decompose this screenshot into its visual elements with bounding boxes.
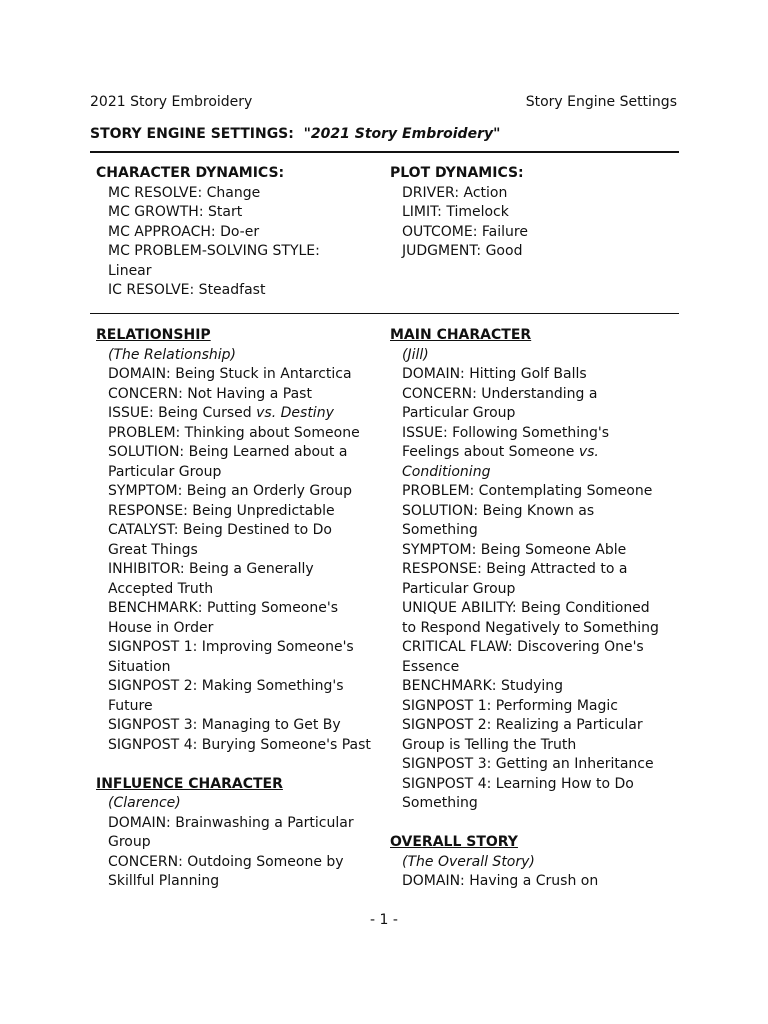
relationship-line: Future [108,697,153,714]
title-name: "2021 Story Embroidery" [303,126,501,142]
relationship-line: Great Things [108,541,198,558]
dynamics-line: MC RESOLVE: Change [108,184,261,201]
header-right: Story Engine Settings [525,94,677,110]
main-character-line: UNIQUE ABILITY: Being Conditioned [402,600,650,616]
character-dynamics-section [96,164,386,301]
dynamics-line: MC GROWTH: Start [108,204,243,220]
main-character-line: SIGNPOST 3: Getting an Inheritance [402,756,654,772]
dynamics-line: LIMIT: Timelock [402,204,509,220]
issue-vs: vs. [574,444,599,460]
relationship-line: INHIBITOR: Being a Generally [108,561,314,577]
plot-dynamics-section [390,164,680,262]
relationship-line: SYMPTOM: Being an Orderly Group [108,483,353,499]
dynamics-line: DRIVER: Action [402,184,508,201]
relationship-line: SIGNPOST 2: Making Something's [108,678,344,694]
main-character-line: SIGNPOST 4: Learning How to Do [402,775,634,792]
overall-story-heading: OVERALL STORY [390,834,518,850]
right-column [390,326,680,892]
relationship-line: Particular Group [108,463,222,480]
main-character-line: SYMPTOM: Being Someone Able [402,541,627,558]
influence-character-subtitle: (Clarence) [108,795,181,811]
main-character-subtitle: (Jill) [402,346,429,363]
main-character-line: Particular Group [402,580,516,597]
relationship-line: RESPONSE: Being Unpredictable [108,502,335,519]
relationship-line: SIGNPOST 3: Managing to Get By [108,717,341,733]
main-character-line: RESPONSE: Being Attracted to a [402,561,628,577]
main-character-line: CONCERN: Understanding a [402,385,598,402]
relationship-line: BENCHMARK: Putting Someone's [108,600,339,616]
main-character-line: SIGNPOST 1: Performing Magic [402,697,618,714]
main-character-line [390,443,680,463]
main-character-line: CRITICAL FLAW: Discovering One's [402,639,644,655]
title-label: STORY ENGINE SETTINGS: [90,126,294,142]
influence-line: DOMAIN: Brainwashing a Particular [108,814,354,831]
dynamics-line: MC PROBLEM-SOLVING STYLE: [108,243,320,259]
influence-character-heading: INFLUENCE CHARACTER [96,775,283,792]
relationship-line: House in Order [108,619,214,636]
main-character-line: Something [402,795,478,811]
main-character-line: DOMAIN: Hitting Golf Balls [402,366,587,382]
main-character-line: PROBLEM: Contemplating Someone [402,483,653,499]
relationship-line: SIGNPOST 4: Burying Someone's Past [108,736,371,753]
relationship-line: CATALYST: Being Destined to Do [108,522,332,538]
main-character-line: ISSUE: Following Something's [402,424,610,441]
relationship-line: DOMAIN: Being Stuck in Antarctica [108,366,352,382]
main-character-heading: MAIN CHARACTER [390,327,532,343]
relationship-line: SOLUTION: Being Learned about a [108,444,348,460]
relationship-line: Accepted Truth [108,580,214,597]
issue-text: ISSUE: Being Cursed [108,405,252,421]
document-title [90,126,500,142]
main-character-line: Group is Telling the Truth [402,736,577,753]
dynamics-line: JUDGMENT: Good [402,243,523,259]
relationship-subtitle: (The Relationship) [108,346,236,363]
main-character-line: BENCHMARK: Studying [402,678,564,694]
issue-vs: vs. [251,405,281,421]
overall-story-line: DOMAIN: Having a Crush on [402,873,599,889]
relationship-heading: RELATIONSHIP [96,327,211,343]
main-character-line: to Respond Negatively to Something [402,619,659,636]
dynamics-line: MC APPROACH: Do-er [108,223,260,240]
main-character-line: SIGNPOST 2: Realizing a Particular [402,717,643,733]
title-rule [90,151,679,153]
section-rule [90,313,679,314]
relationship-line [96,404,386,424]
page-number: - 1 - [370,912,398,928]
issue-text: Feelings about Someone [402,444,575,460]
influence-line: Skillful Planning [108,873,220,889]
dynamics-line: IC RESOLVE: Steadfast [108,282,266,298]
main-character-line: Essence [402,658,460,675]
header-left: 2021 Story Embroidery [90,94,253,110]
relationship-line: PROBLEM: Thinking about Someone [108,424,360,441]
spacer [96,755,386,775]
influence-line: CONCERN: Outdoing Someone by [108,853,344,870]
main-character-line: Conditioning [402,463,491,480]
left-column [96,326,386,892]
character-dynamics-heading: CHARACTER DYNAMICS: [96,165,285,181]
issue-counterpoint: Destiny [280,405,334,421]
main-character-line: Something [402,522,478,538]
main-character-line: Particular Group [402,405,516,421]
plot-dynamics-heading: PLOT DYNAMICS: [390,165,524,181]
overall-story-subtitle: (The Overall Story) [402,853,535,870]
relationship-line: Situation [108,658,171,675]
relationship-line: SIGNPOST 1: Improving Someone's [108,639,354,655]
influence-line: Group [108,834,151,850]
relationship-line: CONCERN: Not Having a Past [108,385,312,402]
dynamics-line: OUTCOME: Failure [402,223,528,240]
dynamics-line: Linear [108,262,152,279]
main-character-line: SOLUTION: Being Known as [402,502,595,519]
spacer [390,814,680,834]
